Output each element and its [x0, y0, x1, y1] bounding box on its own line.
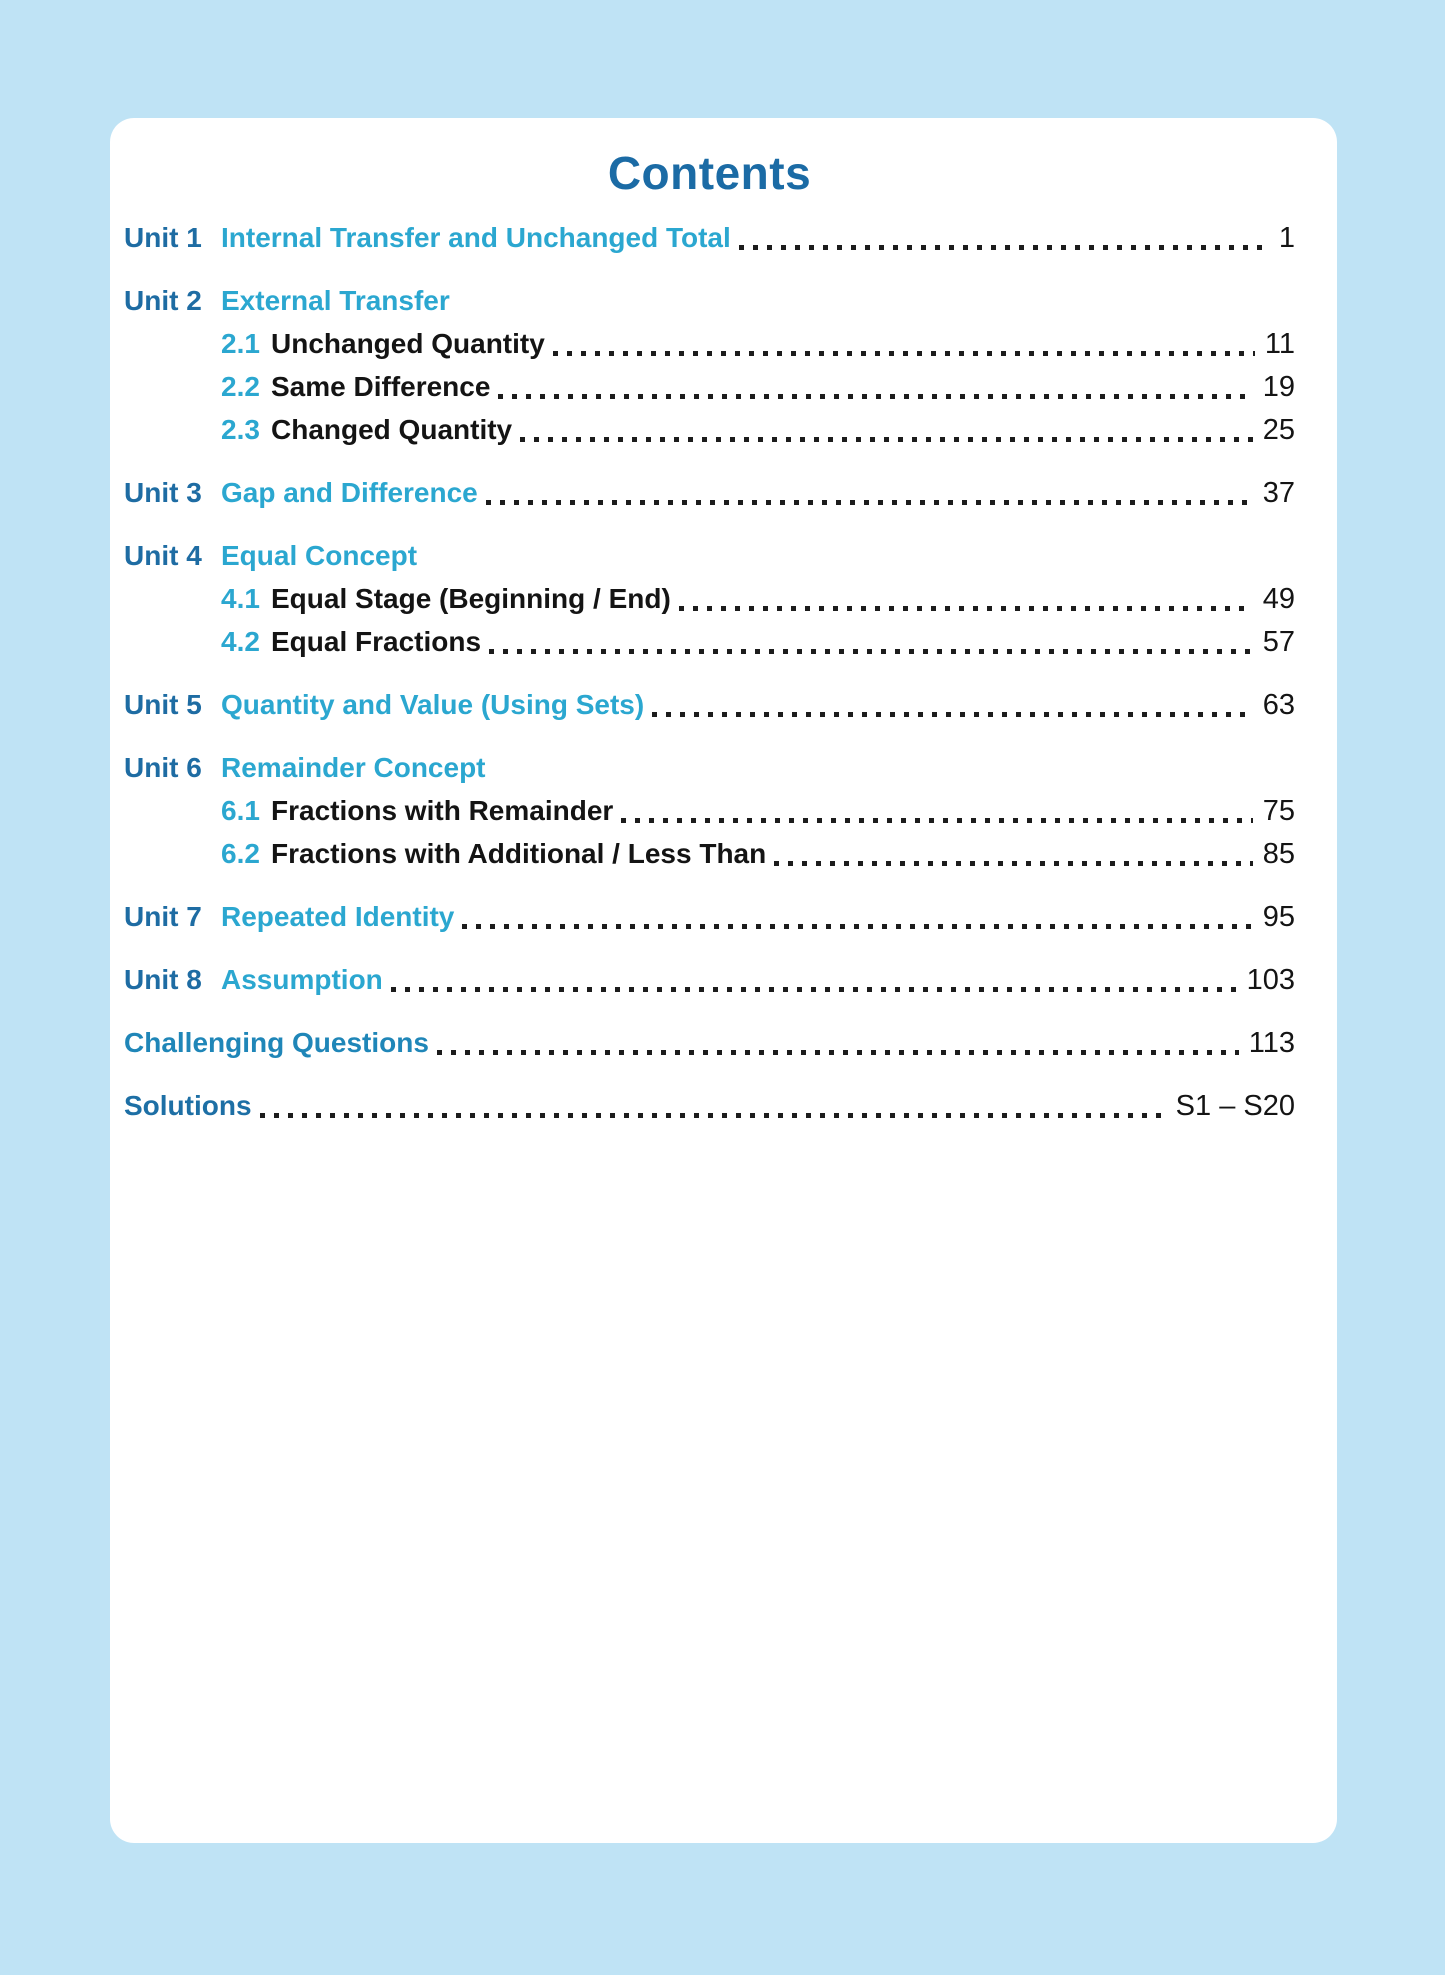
dot-leader [739, 245, 1269, 250]
toc-entry-2-3 [124, 413, 1295, 447]
entry-title: Gap and Difference [221, 477, 478, 509]
unit-label: Unit 8 [124, 964, 202, 996]
page-number: 37 [1262, 477, 1295, 510]
toc-entry-4-2 [124, 625, 1295, 659]
toc-entry-unit-8 [124, 963, 1295, 997]
unit-label: Unit 5 [124, 689, 202, 721]
section-number: 6.1 [221, 795, 260, 827]
page-number: 63 [1262, 689, 1295, 722]
toc-entry-unit-7 [124, 900, 1295, 934]
page-number: 49 [1262, 583, 1295, 616]
page-number: 11 [1264, 328, 1295, 361]
entry-title: External Transfer [221, 285, 450, 317]
dot-leader [437, 1050, 1239, 1055]
toc-entry-challenging-questions [124, 1026, 1295, 1060]
entry-title: Unchanged Quantity [271, 328, 545, 360]
section-number: 2.2 [221, 371, 260, 403]
entry-title: Remainder Concept [221, 752, 486, 784]
toc-entry-6-1 [124, 794, 1295, 828]
toc-entry-solutions [124, 1089, 1295, 1123]
page-number: 75 [1262, 795, 1295, 828]
entry-title: Challenging Questions [124, 1027, 429, 1059]
section-number: 2.3 [221, 414, 260, 446]
unit-label: Unit 6 [124, 752, 202, 784]
entry-title: Solutions [124, 1090, 252, 1122]
toc-entry-unit-1 [124, 221, 1295, 255]
dot-leader [679, 606, 1253, 611]
unit-label: Unit 7 [124, 901, 202, 933]
entry-title: Equal Stage (Beginning / End) [271, 583, 671, 615]
page-title: Contents [607, 147, 812, 199]
entry-title: Assumption [221, 964, 383, 996]
page-number: 103 [1246, 964, 1295, 997]
toc-entry-unit-5 [124, 688, 1295, 722]
toc-entry-6-2 [124, 837, 1295, 871]
entry-title: Fractions with Remainder [271, 795, 614, 827]
section-number: 4.2 [221, 626, 260, 658]
entry-title: Quantity and Value (Using Sets) [221, 689, 645, 721]
entry-title: Equal Fractions [271, 626, 482, 658]
toc-entry-2-1 [124, 327, 1295, 361]
page-number: 1 [1278, 222, 1295, 255]
dot-leader [462, 924, 1252, 929]
page-number: S1 – S20 [1175, 1090, 1295, 1123]
toc-entry-2-2 [124, 370, 1295, 404]
dot-leader [498, 394, 1252, 399]
entry-title: Same Difference [271, 371, 491, 403]
dot-leader [520, 437, 1253, 442]
page-number: 95 [1262, 901, 1295, 934]
dot-leader [489, 649, 1253, 654]
unit-label: Unit 1 [124, 222, 202, 254]
section-number: 2.1 [221, 328, 260, 360]
contents-card [110, 118, 1337, 1843]
dot-leader [391, 987, 1237, 992]
dot-leader [260, 1113, 1166, 1118]
unit-label: Unit 2 [124, 285, 202, 317]
page-number: 25 [1262, 414, 1295, 447]
page-number: 113 [1248, 1027, 1295, 1060]
unit-label: Unit 4 [124, 540, 202, 572]
dot-leader [774, 861, 1253, 866]
page-number: 57 [1262, 626, 1295, 659]
entry-title: Fractions with Additional / Less Than [271, 838, 767, 870]
page-number: 85 [1262, 838, 1295, 871]
toc-entry-4-1 [124, 582, 1295, 616]
dot-leader [652, 712, 1253, 717]
page-number: 19 [1262, 371, 1295, 404]
section-number: 4.1 [221, 583, 260, 615]
dot-leader [553, 351, 1255, 356]
toc-entry-unit-2 [124, 284, 1295, 318]
entry-title: Changed Quantity [271, 414, 513, 446]
toc-entry-unit-3 [124, 476, 1295, 510]
dot-leader [486, 500, 1253, 505]
toc-entry-unit-4 [124, 539, 1295, 573]
entry-title: Repeated Identity [221, 901, 455, 933]
dot-leader [621, 818, 1252, 823]
toc-entry-unit-6 [124, 751, 1295, 785]
entry-title: Internal Transfer and Unchanged Total [221, 222, 731, 254]
entry-title: Equal Concept [221, 540, 418, 572]
section-number: 6.2 [221, 838, 260, 870]
unit-label: Unit 3 [124, 477, 202, 509]
table-of-contents [124, 221, 1295, 1123]
